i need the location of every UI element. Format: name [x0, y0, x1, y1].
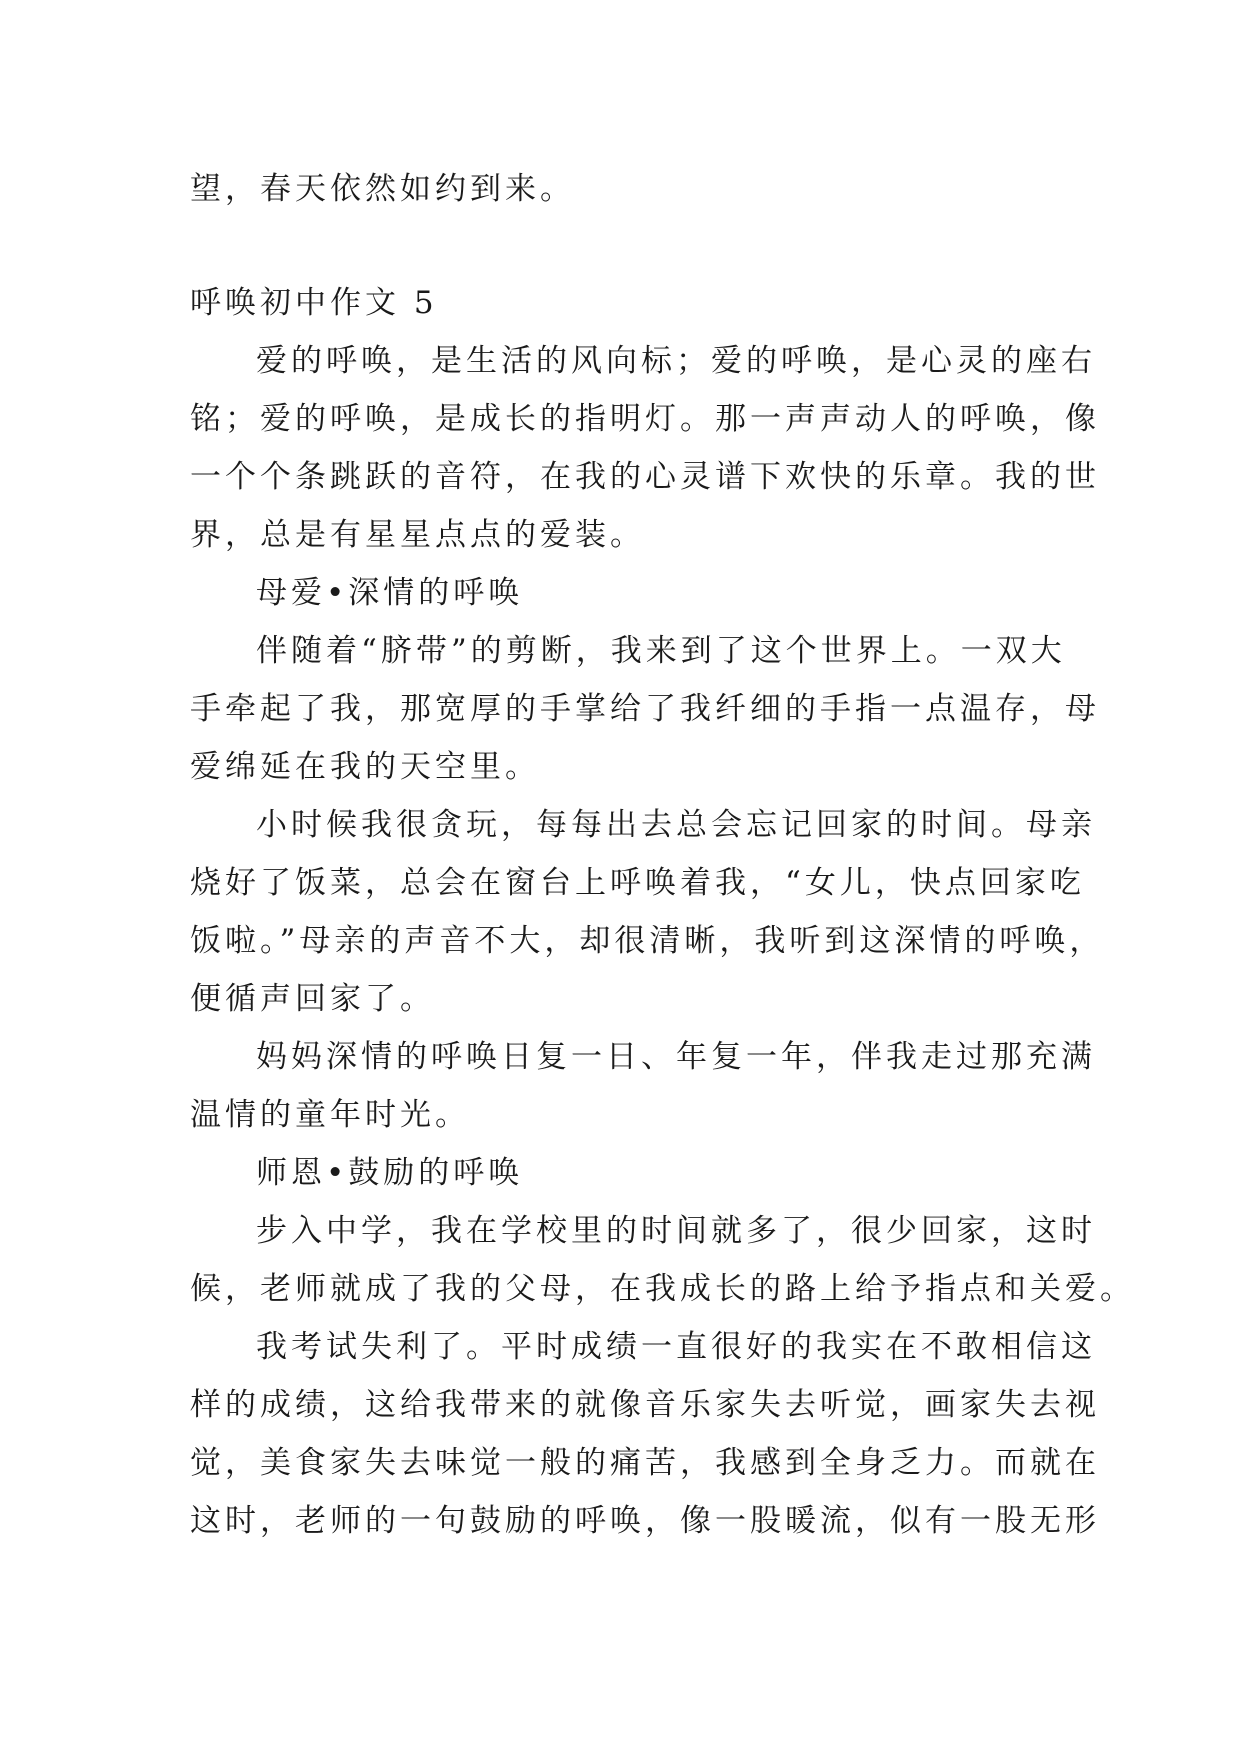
subheading-teacher: 师恩•鼓励的呼唤	[256, 1155, 524, 1191]
paragraph-line: 样的成绩，这给我带来的就像音乐家失去听觉，画家失去视	[190, 1387, 1100, 1423]
paragraph-gap	[190, 218, 1056, 274]
document-body	[190, 160, 1135, 1550]
subheading-mother: 母爱•深情的呼唤	[256, 575, 524, 611]
paragraph-line: 手牵起了我，那宽厚的手掌给了我纤细的手指一点温存，母	[190, 691, 1100, 727]
essay-title: 呼唤初中作文 5	[190, 285, 438, 321]
paragraph-line: 候，老师就成了我的父母，在我成长的路上给予指点和关爱。	[190, 1271, 1135, 1307]
paragraph-line: 温情的童年时光。	[190, 1097, 470, 1133]
paragraph-line: 小时候我很贪玩，每每出去总会忘记回家的时间。母亲	[256, 807, 1096, 843]
paragraph-line: 一个个条跳跃的音符，在我的心灵谱下欢快的乐章。我的世	[190, 459, 1100, 495]
paragraph-continuation-line: 望，春天依然如约到来。	[190, 171, 575, 207]
paragraph-line: 这时，老师的一句鼓励的呼唤，像一股暖流，似有一股无形	[190, 1503, 1100, 1539]
paragraph-line: 伴随着“脐带”的剪断，我来到了这个世界上。一双大	[256, 633, 1066, 669]
paragraph-line: 铭；爱的呼唤，是成长的指明灯。那一声声动人的呼唤，像	[190, 401, 1100, 437]
paragraph-line: 界，总是有星星点点的爱装。	[190, 517, 645, 553]
paragraph-line: 步入中学，我在学校里的时间就多了，很少回家，这时	[256, 1213, 1096, 1249]
paragraph-line: 我考试失利了。平时成绩一直很好的我实在不敢相信这	[256, 1329, 1096, 1365]
paragraph-line: 烧好了饭菜，总会在窗台上呼唤着我，“女儿，快点回家吃	[190, 865, 1085, 901]
paragraph-line: 饭啦。”母亲的声音不大，却很清晰，我听到这深情的呼唤，	[190, 923, 1105, 959]
paragraph-line: 爱的呼唤，是生活的风向标；爱的呼唤，是心灵的座右	[256, 343, 1096, 379]
paragraph-line: 爱绵延在我的天空里。	[190, 749, 540, 785]
paragraph-line: 便循声回家了。	[190, 981, 435, 1017]
paragraph-line: 觉，美食家失去味觉一般的痛苦，我感到全身乏力。而就在	[190, 1445, 1100, 1481]
paragraph-line: 妈妈深情的呼唤日复一日、年复一年，伴我走过那充满	[256, 1039, 1096, 1075]
